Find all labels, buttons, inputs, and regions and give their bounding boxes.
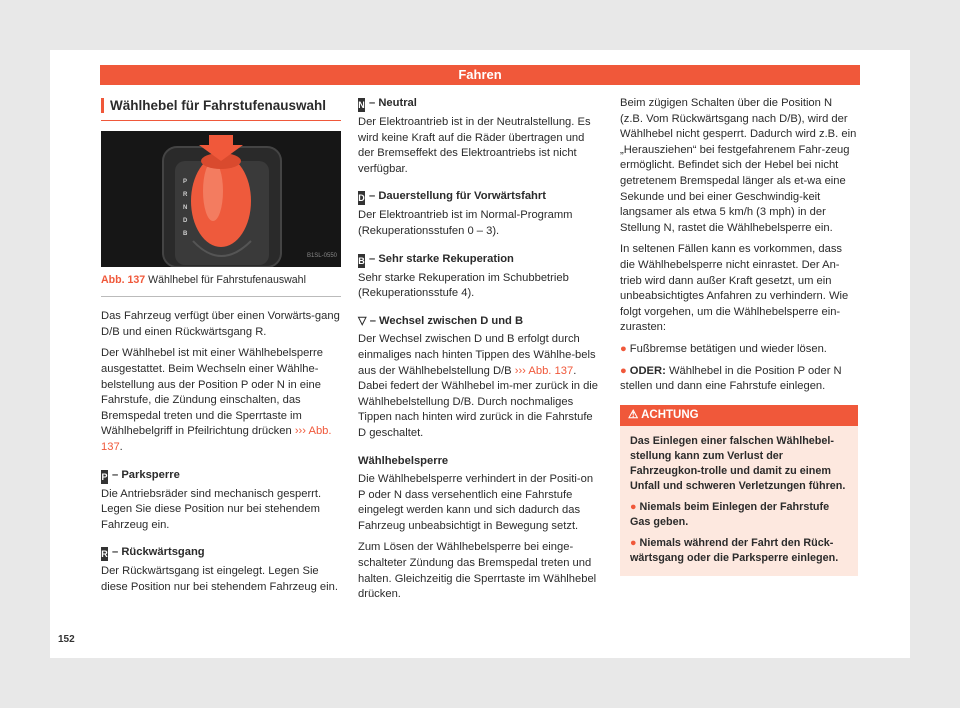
gear-r-icon: R xyxy=(101,549,108,560)
warning-header: ⚠ ACHTUNG xyxy=(620,405,858,427)
page-number: 152 xyxy=(58,634,75,645)
gear-p-icon: P xyxy=(101,471,108,482)
gear-b-heading: B – Sehr starke Rekuperation xyxy=(358,252,514,266)
warning-bullet-2: ● Niemals während der Fahrt den Rück-wärtsgang oder die Parksperre einlegen. xyxy=(630,537,839,565)
gear-d-heading: D – Dauerstellung für Vorwärtsfahrt xyxy=(358,190,546,204)
gear-letter-n: N xyxy=(183,204,188,211)
caption-text: Wählhebel für Fahrstufenauswahl xyxy=(148,273,306,286)
bullet-dot-icon: ● xyxy=(630,501,637,514)
gear-d-text: Der Elektroantrieb ist im Normal-Programm (Rekuperationsstufen 0 – 3). xyxy=(358,209,573,237)
warning-triangle-icon: ⚠ xyxy=(628,408,639,421)
gear-letter-r: R xyxy=(183,191,188,198)
gear-n-heading: N – Neutral xyxy=(358,97,417,110)
gear-n-text: Der Elektroantrieb ist in der Neutralstellung. Es wird keine Kraft auf die Räder übertragen und der Bremseffekt des Elektroantriebs ist nicht verfügbar. xyxy=(358,116,591,175)
lock-heading: Wählhebelsperre xyxy=(358,454,449,467)
gear-b-text: Sehr starke Rekuperation im Schubbetrieb (Rekuperationsstufe 4). xyxy=(358,271,569,300)
warning-body xyxy=(620,426,858,576)
column-3 xyxy=(620,96,858,576)
gear-letter-p: P xyxy=(183,178,188,185)
quick-shift-paragraph: Beim zügigen Schalten über die Position N (z.B. Vom Rückwärtsgang nach D/B), wird der Wählhebel nicht gesperrt. Dadurch wird z.B. ein „Herausziehen“ bei festgefahrenem Fahr-zeug ermöglicht. Befindet sich der Hebel bei nicht getretenem Bremspedal länger als et-wa eine Sekunde und bei einer Geschwindig-keit langsamer als etwa 5 km/h (3 mph) in der Stellung N, rastet die Wählhebelsperre ein. xyxy=(620,97,857,234)
lock-paragraph-1: Die Wählhebelsperre verhindert in der Positi-on P oder N dass versehentlich eine Fahrstufe eingelegt werden kann und sich dadurch das Fahrzeug unbeabsichtigt in Bewegung setzt. xyxy=(358,473,594,532)
intro-paragraph: Das Fahrzeug verfügt über einen Vorwärts-gang D/B und einen Rückwärtsgang R. xyxy=(101,310,340,338)
section-title: Wählhebel für Fahrstufenauswahl xyxy=(101,98,341,121)
gear-p-text: Die Antriebsräder sind mechanisch gesperrt. Legen Sie diese Position nur bei stehendem Fahrzeug ein. xyxy=(101,487,322,531)
gear-switch-heading: ▽ – Wechsel zwischen D und B xyxy=(358,314,524,327)
gear-r-text: Der Rückwärtsgang ist eingelegt. Legen Sie diese Position nur bei stehendem Fahrzeug ein. xyxy=(101,565,338,593)
figure-code: B1SL-0550 xyxy=(306,253,337,259)
bullet-dot-icon: ● xyxy=(620,342,627,355)
figure-ref-link-2[interactable]: ››› Abb. 137 xyxy=(514,364,574,377)
gear-selector-figure xyxy=(101,131,341,267)
gear-letter-d: D xyxy=(183,217,188,224)
gear-b-icon: B xyxy=(358,255,365,266)
caption-label: Abb. 137 xyxy=(101,273,146,286)
triangle-down-icon: ▽ xyxy=(358,314,367,327)
bullet-item-1: ● Fußbremse betätigen und wieder lösen. xyxy=(620,342,827,355)
gear-d-icon: D xyxy=(358,193,365,204)
warning-bullet-1: ● Niemals beim Einlegen der Fahrstufe Gas geben. xyxy=(630,501,830,529)
warning-box xyxy=(620,405,858,577)
warning-text: Das Einlegen einer falschen Wählhebel-stellung kann zum Verlust der Fahrzeugkon-trolle und damit zu einem Unfall und schweren Verletzungen führen. xyxy=(630,435,846,493)
bullet-dot-icon: ● xyxy=(620,364,627,377)
column-1 xyxy=(101,96,341,602)
column-2 xyxy=(358,96,598,609)
gear-letter-b: B xyxy=(183,230,188,237)
gear-switch-text: Der Wechsel zwischen D und B erfolgt durch einmaliges nach hinten Tippen des Wählhe-bels aus der Wählhebelstellung D/B ››› Abb. 137. Dabei federt der Wählhebel im-mer zurück in die Wählhebelstellung D/B. Durch nochmaliges Tippen nach hinten wird zurück in die Fahrstufe D geschaltet. xyxy=(358,333,599,439)
gear-selector-illustration xyxy=(101,131,341,267)
bullet-dot-icon: ● xyxy=(630,537,637,550)
bullet-item-2: ● ODER: Wählhebel in die Position P oder N stellen und dann eine Fahrstufe einlegen. xyxy=(620,364,842,393)
gear-r-heading: R – Rückwärtsgang xyxy=(101,546,205,560)
rare-case-paragraph: In seltenen Fällen kann es vorkommen, dass die Wählhebelsperre nicht einrastet. Der An-trieb wird dann außer Kraft gesetzt, um ein unbeabsichtigtes Anfahren zu verhindern. Wie folgt vorgehen, um die Wählhebelsperre ein-zurasten: xyxy=(620,243,849,334)
lock-paragraph-2: Zum Lösen der Wählhebelsperre bei einge-schalteter Zündung das Bremspedal treten und halten. Gleichzeitig die Sperrtaste im Wählhebel drücken. xyxy=(358,541,597,601)
figure-caption xyxy=(101,273,341,298)
chapter-header: Fahren xyxy=(100,65,860,85)
figure-ref-link[interactable]: ››› Abb. 137 xyxy=(101,425,332,453)
gear-p-heading: P – Parksperre xyxy=(101,468,180,482)
gear-n-icon: N xyxy=(358,100,365,110)
lock-intro-paragraph: Der Wählhebel ist mit einer Wählhebelsperre ausgestattet. Beim Wechseln einer Wählhe-belstellung aus der Position P oder N in eine Fahrstufe, die Zündung einschalten, das Bremspedal treten und die Sperrtaste im Wählhebelgriff in Pfeilrichtung drücken ››› Abb. 137. xyxy=(101,347,332,453)
